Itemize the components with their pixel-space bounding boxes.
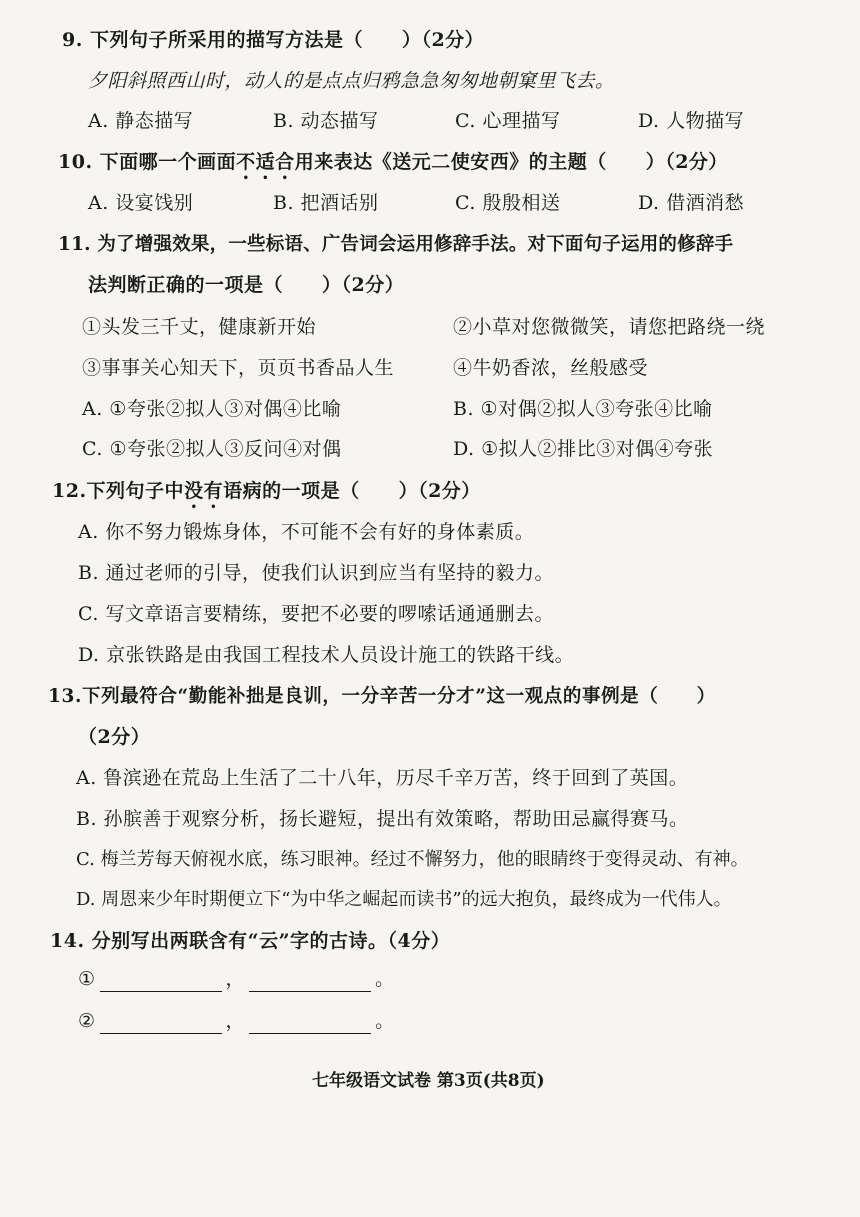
- q9-stem: 9. 下列句子所采用的描写方法是（ ）（2分）: [62, 29, 485, 51]
- q9-option-b: B. 动态描写: [273, 110, 379, 132]
- q14-period-2: 。: [375, 1010, 395, 1032]
- q11-item-2: ②小草对您微微笑，请您把路绕一绕: [453, 316, 766, 338]
- q14-blank-2b[interactable]: [249, 1013, 371, 1034]
- q10-option-b: B. 把酒话别: [273, 192, 379, 214]
- q10-option-c: C. 殷殷相送: [455, 192, 561, 214]
- q14-blank-1a[interactable]: [100, 971, 222, 992]
- q13-option-c: C. 梅兰芳每天俯视水底，练习眼神。经过不懈努力，他的眼睛终于变得灵动、有神。: [76, 849, 749, 870]
- q9-option-c: C. 心理描写: [455, 110, 561, 132]
- q11-item-4: ④牛奶香浓，丝般感受: [453, 357, 649, 379]
- q14-comma-1: ，: [225, 968, 246, 990]
- q14-period-1: 。: [375, 968, 395, 990]
- q11-stem-line1: 11. 为了增强效果，一些标语、广告词会运用修辞手法。对下面句子运用的修辞手: [58, 234, 734, 255]
- q11-item-3: ③事事关心知天下，页页书香品人生: [82, 357, 395, 379]
- q14-stem: 14. 分别写出两联含有“云”字的古诗。（4分）: [50, 930, 451, 952]
- q12-option-c: C. 写文章语言要精练，要把不必要的啰嗦话通通删去。: [78, 603, 554, 625]
- q14-marker-1: ①: [78, 968, 96, 990]
- q11-option-c: C. ①夸张②拟人③反问④对偶: [82, 438, 342, 460]
- q14-answer-2: [78, 1008, 395, 1034]
- q12-option-d: D. 京张铁路是由我国工程技术人员设计施工的铁路干线。: [78, 644, 575, 666]
- q14-blank-1b[interactable]: [249, 971, 371, 992]
- q13-stem-line1: 13.下列最符合“勤能补拙是良训，一分辛苦一分才”这一观点的事例是（ ）: [48, 686, 716, 707]
- q10-stem-post: 用来表达《送元二使安西》的主题（ ）（2分）: [294, 151, 728, 173]
- q12-stem-post: 语病的一项是（ ）（2分）: [223, 480, 481, 502]
- q12-stem-pre: 12.下列句子中: [52, 480, 185, 502]
- q14-marker-2: ②: [78, 1010, 96, 1032]
- q14-answer-1: [78, 966, 395, 992]
- q10-option-d: D. 借酒消愁: [638, 192, 745, 214]
- q11-option-a: A. ①夸张②拟人③对偶④比喻: [82, 398, 342, 420]
- q11-option-d: D. ①拟人②排比③对偶④夸张: [453, 438, 714, 460]
- q10-stem: [58, 149, 728, 184]
- q9-sentence: 夕阳斜照西山时，动人的是点点归鸦急急匆匆地朝窠里飞去。: [88, 70, 615, 92]
- q12-option-a: A. 你不努力锻炼身体，不可能不会有好的身体素质。: [78, 521, 535, 543]
- q13-option-b: B. 孙膑善于观察分析，扬长避短，提出有效策略，帮助田忌赢得赛马。: [76, 808, 689, 830]
- page-footer: 七年级语文试卷 第3页(共8页): [312, 1071, 545, 1091]
- q13-option-d: D. 周恩来少年时期便立下“为中华之崛起而读书”的远大抱负，最终成为一代伟人。: [76, 889, 732, 910]
- q13-stem-line2: （2分）: [78, 726, 151, 748]
- q12-option-b: B. 通过老师的引导，使我们认识到应当有坚持的毅力。: [78, 562, 555, 584]
- q9-option-a: A. 静态描写: [88, 110, 194, 132]
- q11-stem-line2: 法判断正确的一项是（ ）（2分）: [88, 274, 405, 296]
- q14-blank-2a[interactable]: [100, 1013, 222, 1034]
- q13-option-a: A. 鲁滨逊在荒岛上生活了二十八年，历尽千辛万苦，终于回到了英国。: [76, 767, 689, 789]
- q11-item-1: ①头发三千丈，健康新开始: [82, 316, 317, 338]
- q9-option-d: D. 人物描写: [638, 110, 745, 132]
- q14-comma-2: ，: [225, 1010, 246, 1032]
- q12-stem-emphasis: 没有: [184, 480, 224, 502]
- q11-option-b: B. ①对偶②拟人③夸张④比喻: [453, 398, 713, 420]
- q10-stem-emphasis: 不适合: [236, 151, 295, 173]
- q10-option-a: A. 设宴饯别: [88, 192, 194, 214]
- q12-stem: [52, 478, 481, 513]
- q10-stem-pre: 10. 下面哪一个画面: [58, 151, 237, 173]
